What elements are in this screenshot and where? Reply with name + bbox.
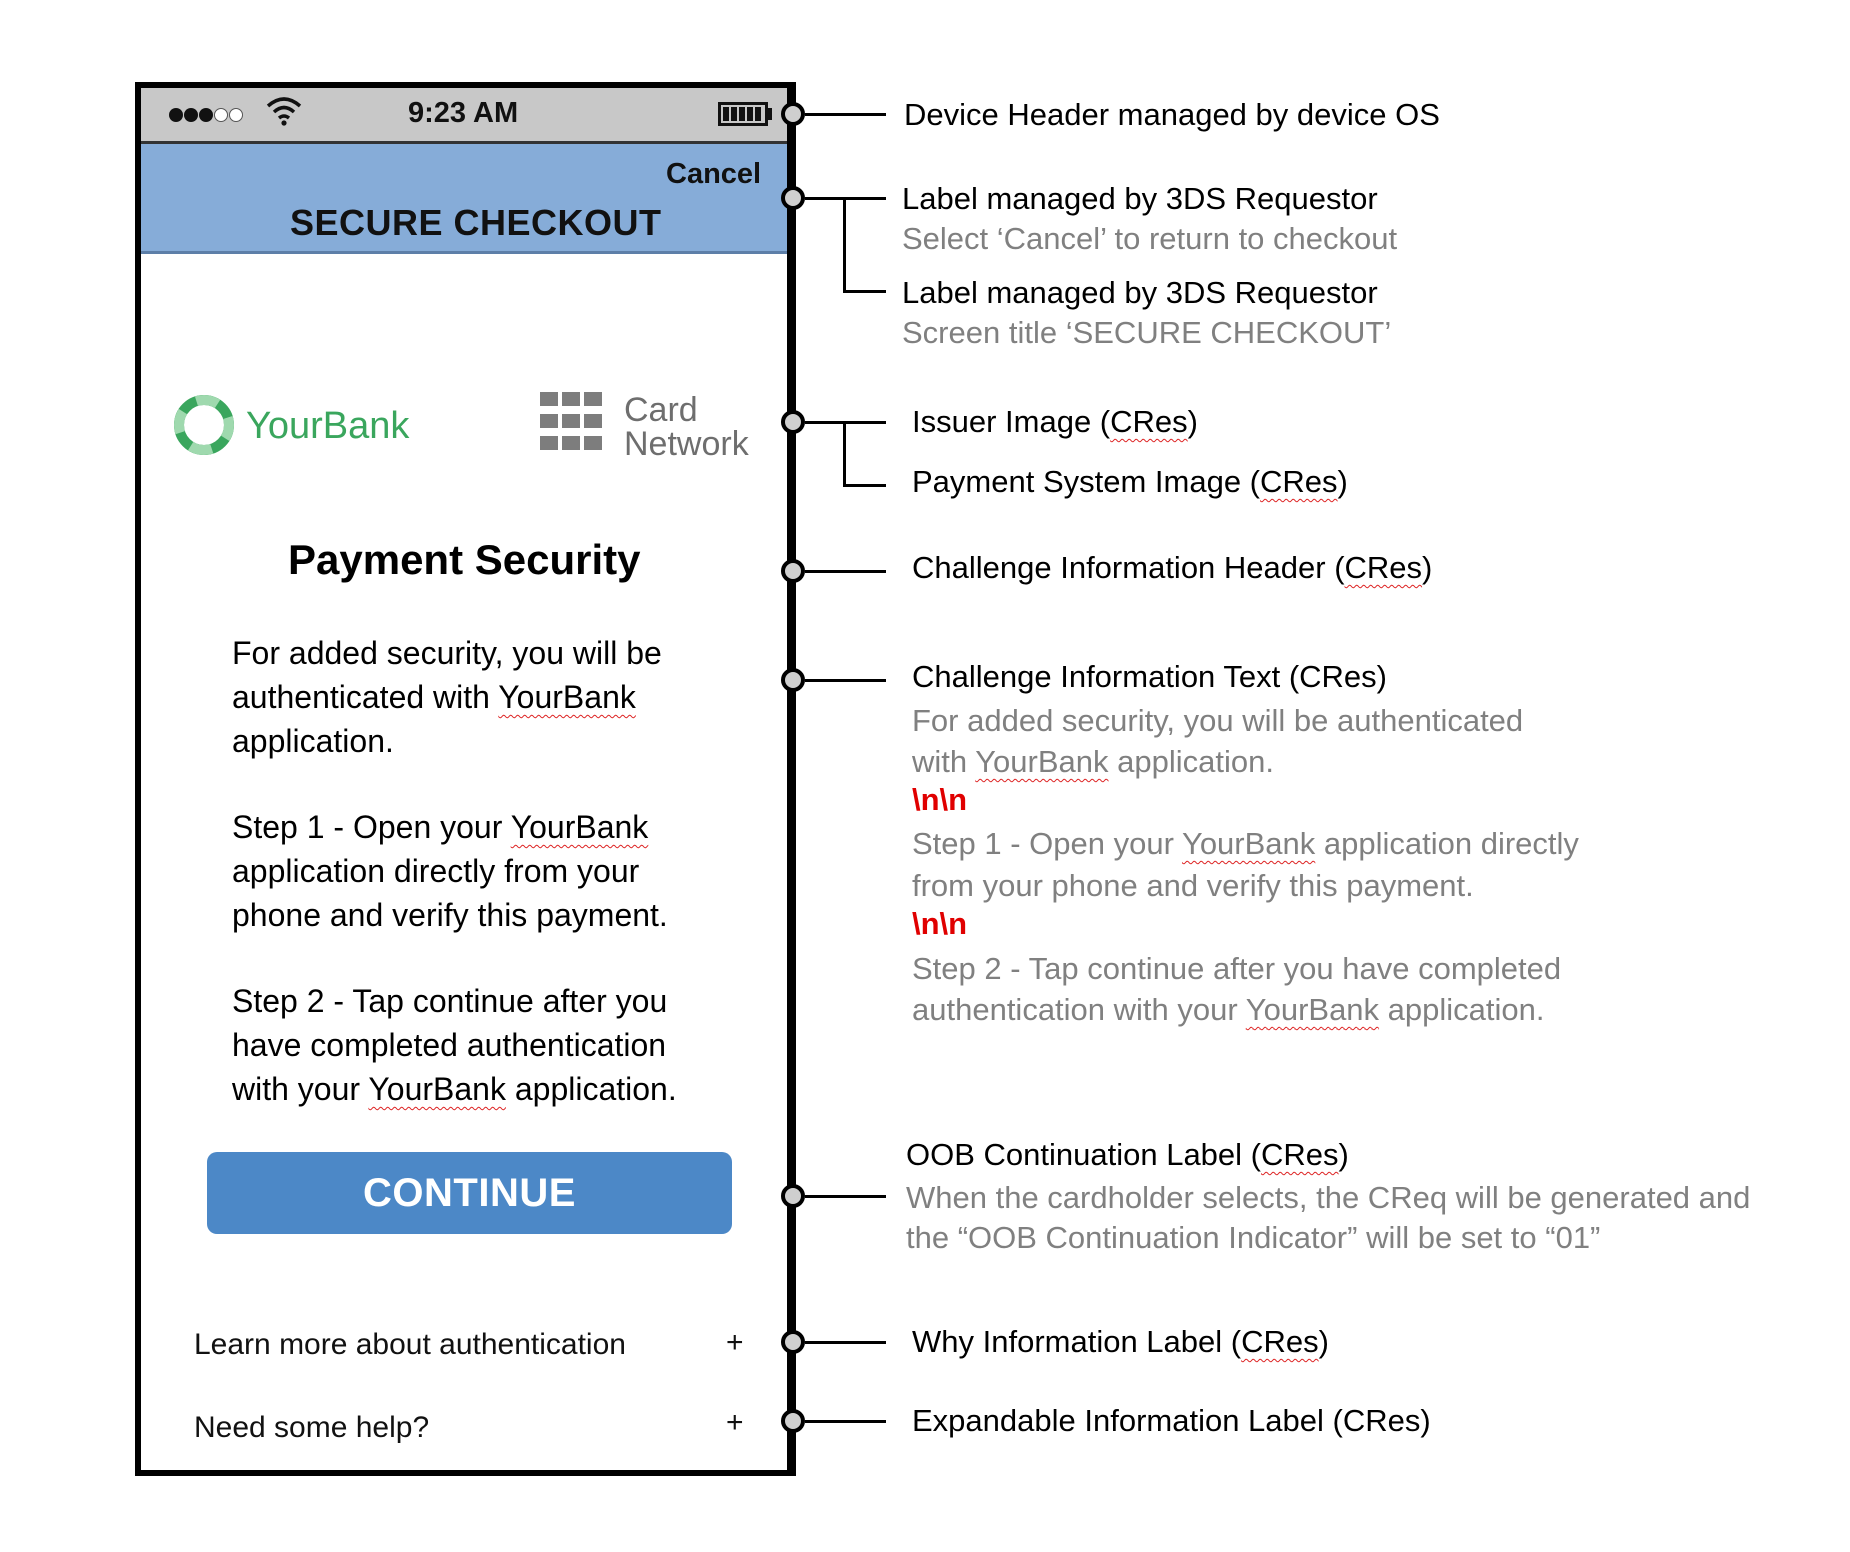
- annotation-spine: [790, 82, 796, 1476]
- annotation-info-header: Challenge Information Header (CRes): [912, 550, 1433, 585]
- connector-knob: [781, 186, 805, 210]
- annotation-screen-title-desc: Screen title ‘SECURE CHECKOUT’: [902, 315, 1392, 350]
- issuer-name: YourBank: [246, 405, 410, 447]
- connector-knob: [781, 410, 805, 434]
- connector-knob: [781, 668, 805, 692]
- expandable-info-expand-icon[interactable]: +: [726, 1406, 744, 1439]
- annotation-expandable-info: Expandable Information Label (CRes): [912, 1403, 1431, 1438]
- connector-line: [843, 290, 886, 293]
- annotation-oob-label: OOB Continuation Label (CRes): [906, 1137, 1349, 1172]
- challenge-text-paragraph-2: Step 1 - Open your YourBank application directly from your phone and verify this payment.: [232, 809, 668, 933]
- annotation-why-info: Why Information Label (CRes): [912, 1324, 1329, 1359]
- network-name-line1: Card: [624, 391, 698, 429]
- screen-title: SECURE CHECKOUT: [290, 202, 662, 243]
- why-info-expand-icon[interactable]: +: [726, 1326, 744, 1359]
- connector-knob: [781, 559, 805, 583]
- cancel-button[interactable]: Cancel: [666, 158, 762, 190]
- annotation-screen-title-label: Label managed by 3DS Requestor: [902, 275, 1378, 310]
- annotation-cancel-label: Label managed by 3DS Requestor: [902, 181, 1378, 216]
- annotation-oob-desc-line: the “OOB Continuation Indicator” will be set to “01”: [906, 1220, 1601, 1255]
- annotation-info-text-line: from your phone and verify this payment.: [912, 868, 1474, 903]
- network-name-line2: Network: [624, 425, 749, 463]
- annotation-info-text-line: For added security, you will be authenticated: [912, 703, 1524, 738]
- annotation-info-text-line: Step 2 - Tap continue after you have completed: [912, 951, 1562, 986]
- connector-line: [805, 679, 886, 682]
- annotation-info-text-line: with YourBank application.: [912, 744, 1274, 779]
- connector-knob: [781, 1409, 805, 1433]
- challenge-text-paragraph-3: Step 2 - Tap continue after you have completed authentication with your YourBank application.: [232, 983, 677, 1107]
- battery-icon: [718, 102, 768, 126]
- connector-line: [805, 1420, 886, 1423]
- status-time: 9:23 AM: [408, 97, 519, 129]
- connector-line: [805, 1195, 886, 1198]
- annotation-newline-escape: \n\n: [912, 782, 968, 817]
- connector-line: [805, 113, 886, 116]
- battery-tip-icon: [768, 108, 772, 120]
- annotation-device-header: Device Header managed by device OS: [904, 97, 1440, 132]
- wifi-icon: [266, 96, 302, 126]
- connector-line: [843, 421, 846, 487]
- annotation-payment-image: Payment System Image (CRes): [912, 464, 1348, 499]
- signal-strength-icon: [169, 108, 249, 124]
- annotation-cancel-desc: Select ‘Cancel’ to return to checkout: [902, 221, 1398, 256]
- connector-line: [805, 570, 886, 573]
- phone-frame: [135, 82, 793, 1476]
- annotation-oob-desc-line: When the cardholder selects, the CReq will be generated and: [906, 1180, 1751, 1215]
- continue-button[interactable]: CONTINUE: [207, 1152, 732, 1234]
- yourbank-logo-icon: [171, 392, 237, 458]
- connector-knob: [781, 1330, 805, 1354]
- annotation-info-text-line: Step 1 - Open your YourBank application directly: [912, 826, 1579, 861]
- connector-line: [843, 197, 846, 293]
- why-info-label[interactable]: Learn more about authentication: [194, 1328, 626, 1361]
- connector-line: [843, 484, 886, 487]
- annotation-info-text-title: Challenge Information Text (CRes): [912, 659, 1387, 694]
- connector-knob: [781, 1184, 805, 1208]
- expandable-info-label[interactable]: Need some help?: [194, 1411, 430, 1444]
- connector-line: [805, 1341, 886, 1344]
- challenge-text-paragraph-1: For added security, you will be authenticated with YourBank application.: [232, 635, 662, 759]
- annotation-issuer-image: Issuer Image (CRes): [912, 404, 1198, 439]
- card-network-grid-icon: [540, 392, 604, 456]
- connector-knob: [781, 102, 805, 126]
- annotation-info-text-line: authentication with your YourBank application.: [912, 992, 1545, 1027]
- challenge-info-header: Payment Security: [288, 536, 641, 583]
- annotation-newline-escape: \n\n: [912, 906, 968, 941]
